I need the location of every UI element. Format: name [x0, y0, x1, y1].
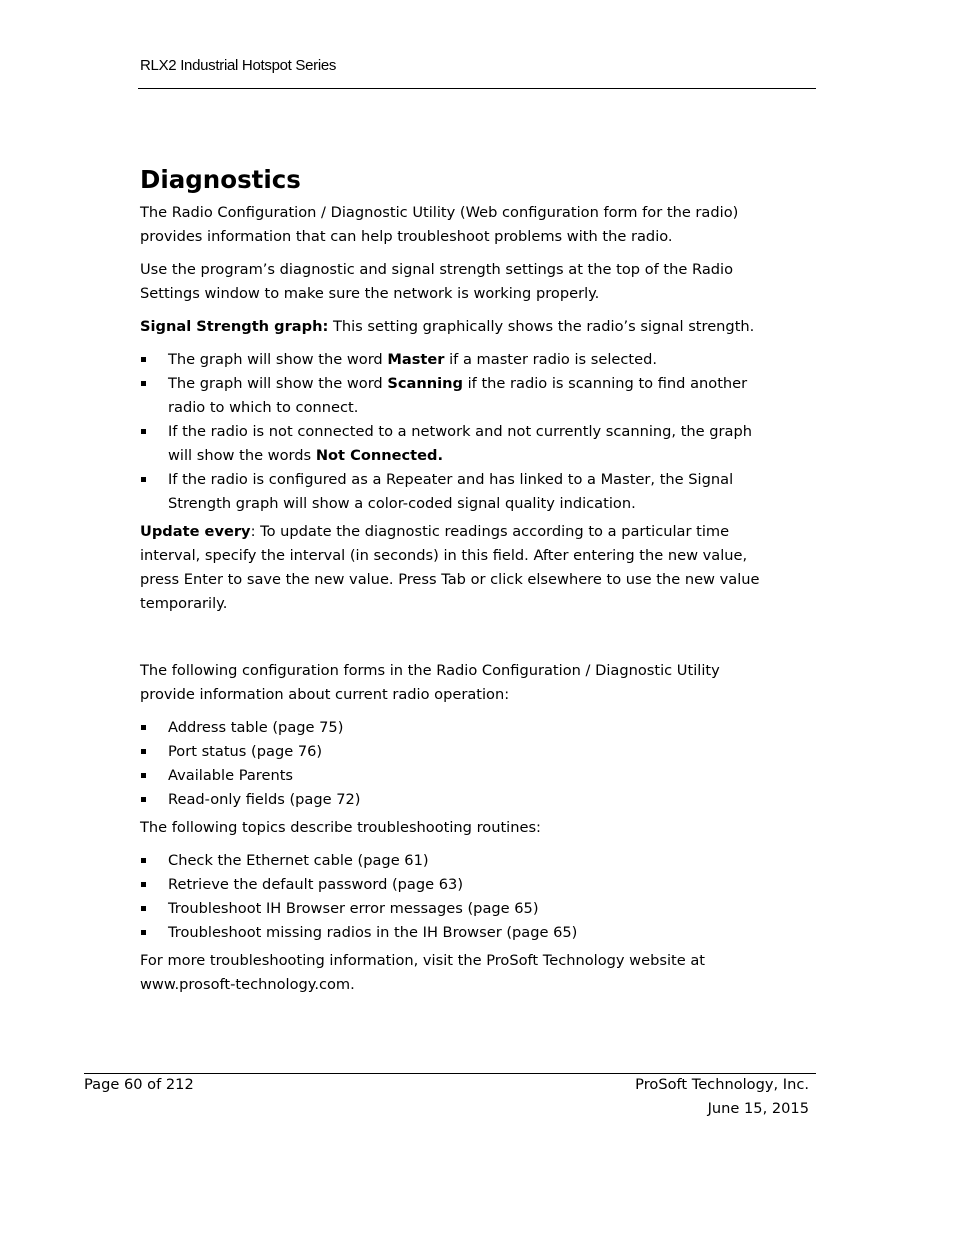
list-item: Retrieve the default password (page 63) — [140, 873, 760, 897]
list-item: Address table (page 75) — [140, 716, 760, 740]
update-every-label: Update every — [140, 523, 251, 540]
page-number: Page 60 of 212 — [84, 1076, 194, 1093]
topics-intro-paragraph: The following topics describe troubleshooting routines: — [140, 819, 541, 836]
list-item: If the radio is not connected to a network and not currently scanning, the graph will show the words Not Connected. — [140, 420, 760, 468]
update-every-text: : To update the diagnostic readings according to a particular time interval, specify the interval (in seconds) in this field. After entering the new value, press Enter to save the new value. Press Tab or click elsewhere to use the new value temporarily. — [140, 523, 760, 612]
section-title: Diagnostics — [140, 165, 301, 194]
forms-intro-paragraph: The following configuration forms in the Radio Configuration / Diagnostic Utility provide information about current radio operation: — [140, 662, 720, 703]
running-header: RLX2 Industrial Hotspot Series — [140, 57, 337, 74]
intro-paragraph: The Radio Configuration / Diagnostic Utility (Web configuration form for the radio) provides information that can help troubleshoot problems with the radio. — [140, 204, 739, 245]
footer-company-date — [635, 1073, 809, 1121]
signal-strength-label: Signal Strength graph: — [140, 318, 329, 335]
usage-paragraph: Use the program’s diagnostic and signal strength settings at the top of the Radio Settings window to make sure the network is working properly. — [140, 261, 734, 302]
topics-list — [140, 849, 760, 945]
list-item: Available Parents — [140, 764, 760, 788]
list-item: The graph will show the word Master if a master radio is selected. — [140, 348, 760, 372]
page-content — [140, 163, 760, 1006]
publication-date: June 15, 2015 — [707, 1100, 809, 1117]
list-item: If the radio is configured as a Repeater and has linked to a Master, the Signal Strength graph will show a color-coded signal quality indication. — [140, 468, 760, 516]
closing-paragraph: For more troubleshooting information, visit the ProSoft Technology website at www.prosoft-technology.com. — [140, 952, 706, 993]
list-item: Read-only fields (page 72) — [140, 788, 760, 812]
signal-strength-paragraph — [140, 315, 760, 339]
list-item: Troubleshoot IH Browser error messages (page 65) — [140, 897, 760, 921]
list-item: Troubleshoot missing radios in the IH Browser (page 65) — [140, 921, 760, 945]
signal-strength-text: This setting graphically shows the radio’s signal strength. — [328, 318, 755, 335]
forms-list — [140, 716, 760, 812]
update-every-paragraph — [140, 520, 760, 616]
header-rule — [138, 88, 816, 89]
list-item: The graph will show the word Scanning if the radio is scanning to find another radio to which to connect. — [140, 372, 760, 420]
signal-strength-list — [140, 348, 760, 516]
company-name: ProSoft Technology, Inc. — [635, 1076, 809, 1093]
list-item: Port status (page 76) — [140, 740, 760, 764]
spacer — [140, 625, 760, 659]
list-item: Check the Ethernet cable (page 61) — [140, 849, 760, 873]
